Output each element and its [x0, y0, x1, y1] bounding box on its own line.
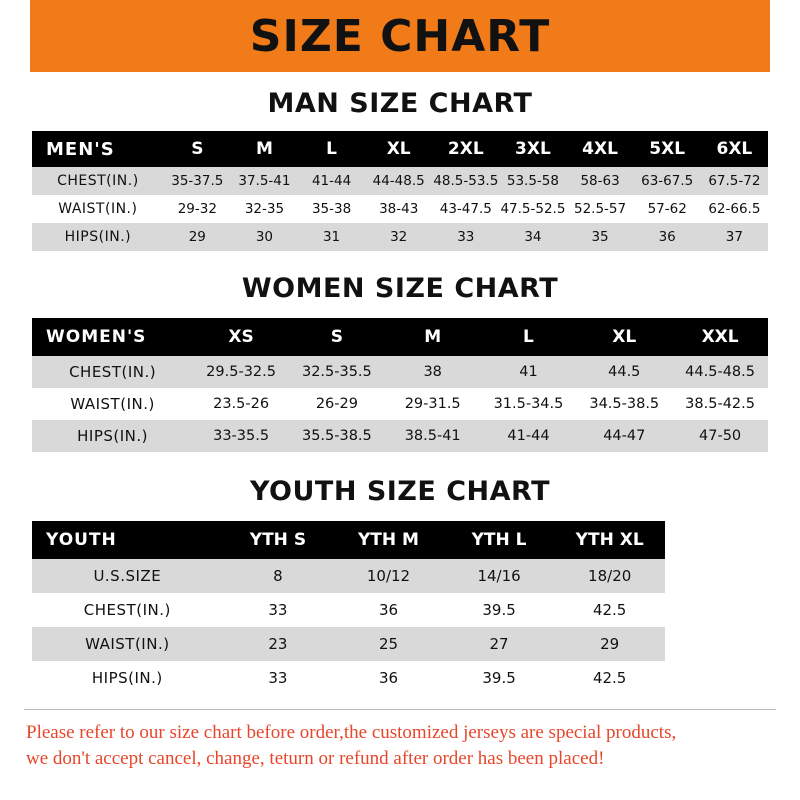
youth-row-1-v2: 39.5 — [444, 593, 555, 627]
men-row-2-v6: 35 — [567, 223, 634, 251]
men-header-0: MEN'S — [32, 131, 164, 167]
men-section — [0, 88, 800, 251]
youth-table-head — [32, 521, 768, 559]
youth-row-1-v0: 33 — [223, 593, 334, 627]
men-row-0-v2: 41-44 — [298, 167, 365, 195]
policy-note-line-1: Please refer to our size chart before order,the customized jerseys are special products, — [26, 722, 677, 743]
men-header-6: 3XL — [499, 131, 566, 167]
men-table-head — [32, 131, 768, 167]
men-header-3: L — [298, 131, 365, 167]
women-row-1-v1: 26-29 — [289, 388, 385, 420]
men-row-0-v4: 48.5-53.5 — [432, 167, 499, 195]
women-row-1-v5: 38.5-42.5 — [672, 388, 768, 420]
table-row — [32, 627, 768, 661]
table-row — [32, 593, 768, 627]
youth-header-2: YTH M — [333, 521, 444, 559]
women-row-0-v1: 32.5-35.5 — [289, 356, 385, 388]
men-row-0-label: CHEST(IN.) — [32, 167, 164, 195]
youth-header-spacer — [665, 521, 768, 559]
youth-table-body — [32, 559, 768, 695]
youth-row-0-spacer — [665, 559, 768, 593]
men-section-heading: MAN SIZE CHART — [267, 88, 533, 119]
men-header-1: S — [164, 131, 231, 167]
women-row-1-label: WAIST(IN.) — [32, 388, 193, 420]
women-table-body — [32, 356, 768, 452]
youth-row-0-v0: 8 — [223, 559, 334, 593]
youth-header-0: YOUTH — [32, 521, 223, 559]
youth-row-2-label: WAIST(IN.) — [32, 627, 223, 661]
youth-section-heading: YOUTH SIZE CHART — [249, 476, 551, 507]
youth-row-3-v2: 39.5 — [444, 661, 555, 695]
men-row-1-v5: 47.5-52.5 — [499, 195, 566, 223]
table-row — [32, 167, 768, 195]
women-row-0-v3: 41 — [481, 356, 577, 388]
header-banner — [0, 0, 800, 72]
table-row — [32, 388, 768, 420]
women-row-2-label: HIPS(IN.) — [32, 420, 193, 452]
men-row-1-v6: 52.5-57 — [567, 195, 634, 223]
men-header-2: M — [231, 131, 298, 167]
women-header-5: XL — [576, 318, 672, 356]
women-row-0-v5: 44.5-48.5 — [672, 356, 768, 388]
men-row-2-v2: 31 — [298, 223, 365, 251]
women-table-head — [32, 318, 768, 356]
youth-row-3-spacer — [665, 661, 768, 695]
youth-header-1: YTH S — [223, 521, 334, 559]
men-row-2-v7: 36 — [634, 223, 701, 251]
page-title: SIZE CHART — [249, 10, 551, 62]
youth-row-0-label: U.S.SIZE — [32, 559, 223, 593]
men-header-7: 4XL — [567, 131, 634, 167]
men-row-1-v2: 35-38 — [298, 195, 365, 223]
table-row — [32, 420, 768, 452]
women-row-2-v4: 44-47 — [576, 420, 672, 452]
men-size-table — [32, 131, 768, 251]
youth-row-1-label: CHEST(IN.) — [32, 593, 223, 627]
youth-row-1-spacer — [665, 593, 768, 627]
youth-header-3: YTH L — [444, 521, 555, 559]
women-header-6: XXL — [672, 318, 768, 356]
table-header-row — [32, 521, 768, 559]
men-row-2-label: HIPS(IN.) — [32, 223, 164, 251]
youth-row-1-v1: 36 — [333, 593, 444, 627]
men-row-0-v5: 53.5-58 — [499, 167, 566, 195]
table-row — [32, 223, 768, 251]
men-row-2-v8: 37 — [701, 223, 768, 251]
women-header-4: L — [481, 318, 577, 356]
men-row-1-v1: 32-35 — [231, 195, 298, 223]
youth-row-0-v1: 10/12 — [333, 559, 444, 593]
men-row-0-v8: 67.5-72 — [701, 167, 768, 195]
men-row-2-v3: 32 — [365, 223, 432, 251]
men-row-2-v0: 29 — [164, 223, 231, 251]
youth-row-3-v3: 42.5 — [554, 661, 665, 695]
women-header-2: S — [289, 318, 385, 356]
youth-row-3-v1: 36 — [333, 661, 444, 695]
men-header-9: 6XL — [701, 131, 768, 167]
men-row-0-v7: 63-67.5 — [634, 167, 701, 195]
table-row — [32, 356, 768, 388]
banner-left-spacer — [0, 0, 30, 72]
youth-row-2-v0: 23 — [223, 627, 334, 661]
women-section-heading: WOMEN SIZE CHART — [241, 273, 559, 304]
table-row — [32, 661, 768, 695]
table-header-row — [32, 318, 768, 356]
women-row-2-v3: 41-44 — [481, 420, 577, 452]
women-row-1-v2: 29-31.5 — [385, 388, 481, 420]
men-table-body — [32, 167, 768, 251]
men-row-1-v8: 62-66.5 — [701, 195, 768, 223]
youth-row-2-v2: 27 — [444, 627, 555, 661]
women-header-3: M — [385, 318, 481, 356]
women-size-table — [32, 318, 768, 452]
women-row-1-v3: 31.5-34.5 — [481, 388, 577, 420]
men-row-1-v3: 38-43 — [365, 195, 432, 223]
youth-header-4: YTH XL — [554, 521, 665, 559]
women-row-2-v0: 33-35.5 — [193, 420, 289, 452]
women-row-0-v0: 29.5-32.5 — [193, 356, 289, 388]
women-header-1: XS — [193, 318, 289, 356]
youth-row-3-v0: 33 — [223, 661, 334, 695]
youth-row-2-v1: 25 — [333, 627, 444, 661]
men-row-0-v1: 37.5-41 — [231, 167, 298, 195]
women-row-0-v4: 44.5 — [576, 356, 672, 388]
youth-row-0-v2: 14/16 — [444, 559, 555, 593]
men-row-0-v3: 44-48.5 — [365, 167, 432, 195]
men-header-8: 5XL — [634, 131, 701, 167]
men-row-1-v0: 29-32 — [164, 195, 231, 223]
women-section — [0, 273, 800, 452]
table-row — [32, 195, 768, 223]
youth-row-1-v3: 42.5 — [554, 593, 665, 627]
women-row-0-v2: 38 — [385, 356, 481, 388]
men-row-0-v0: 35-37.5 — [164, 167, 231, 195]
youth-row-2-spacer — [665, 627, 768, 661]
banner-right-spacer — [770, 0, 800, 72]
women-header-0: WOMEN'S — [32, 318, 193, 356]
men-row-1-v4: 43-47.5 — [432, 195, 499, 223]
women-row-2-v2: 38.5-41 — [385, 420, 481, 452]
youth-row-0-v3: 18/20 — [554, 559, 665, 593]
men-row-2-v1: 30 — [231, 223, 298, 251]
youth-row-2-v3: 29 — [554, 627, 665, 661]
men-header-5: 2XL — [432, 131, 499, 167]
men-row-0-v6: 58-63 — [567, 167, 634, 195]
women-row-1-v0: 23.5-26 — [193, 388, 289, 420]
women-row-2-v1: 35.5-38.5 — [289, 420, 385, 452]
table-row — [32, 559, 768, 593]
men-header-4: XL — [365, 131, 432, 167]
policy-note-line-2: we don't accept cancel, change, teturn or refund after order has been placed! — [26, 747, 605, 769]
women-row-2-v5: 47-50 — [672, 420, 768, 452]
men-row-2-v4: 33 — [432, 223, 499, 251]
men-row-1-label: WAIST(IN.) — [32, 195, 164, 223]
men-row-1-v7: 57-62 — [634, 195, 701, 223]
policy-note — [0, 710, 800, 771]
youth-size-table — [32, 521, 768, 695]
youth-row-3-label: HIPS(IN.) — [32, 661, 223, 695]
men-row-2-v5: 34 — [499, 223, 566, 251]
table-header-row — [32, 131, 768, 167]
women-row-1-v4: 34.5-38.5 — [576, 388, 672, 420]
youth-section — [0, 476, 800, 695]
women-row-0-label: CHEST(IN.) — [32, 356, 193, 388]
